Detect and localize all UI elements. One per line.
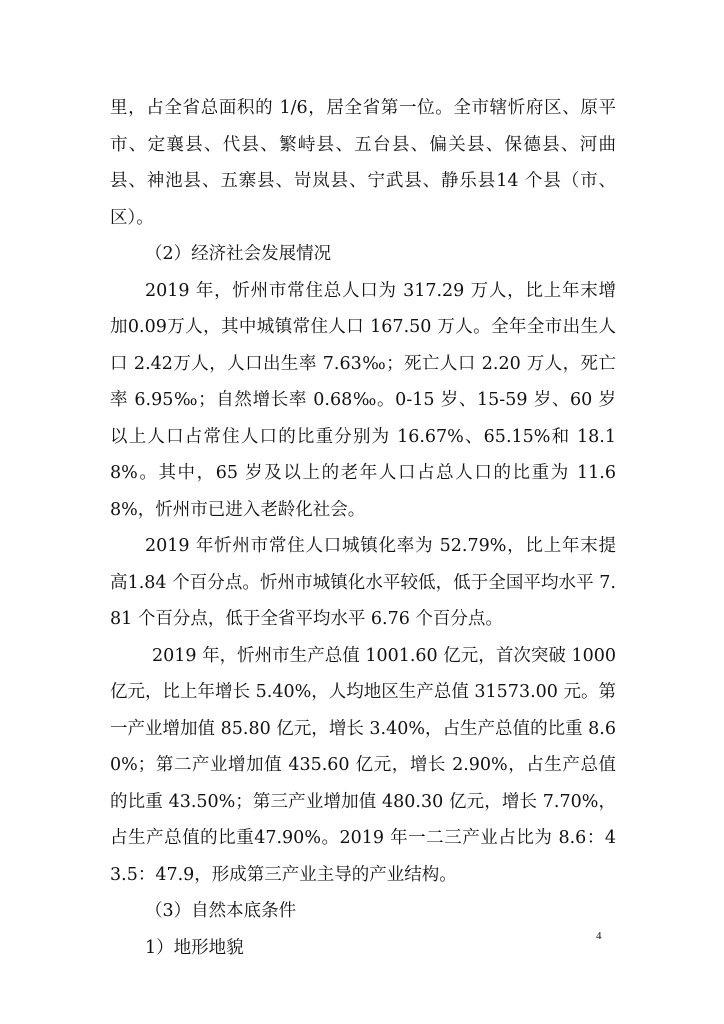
paragraph-population: 2019 年，忻州市常住总人口为 317.29 万人，比上年末增加0.09万人，其中城镇常住人口 167.50 万人。全年全市出生人口 2.42万人，人口出生率 7.63‰；死亡人口 2.20 万人，死亡率 6.95‰；自然增长率 0.68‰。0-15 岁、15-59 岁、60 岁以上人口占常住人口的比重分别为 16.67%、65.15%和 18.18%。其中，65 岁及以上的老年人口占总人口的比重为 11.68%，忻州市已进入老龄化社会。: [110, 280, 616, 520]
paragraph-urbanization: 2019 年忻州市常住人口城镇化率为 52.79%，比上年末提高1.84 个百分点。忻州市城镇化水平较低，低于全国平均水平 7.81 个百分点，低于全省平均水平 6.76 个百分点。: [110, 536, 616, 629]
section-heading-natural: （3）自然本底条件: [145, 901, 297, 921]
page-number: 4: [596, 930, 602, 942]
section-heading-economy: （2）经济社会发展情况: [145, 244, 332, 264]
paragraph-gdp: 2019 年，忻州市生产总值 1001.60 亿元，首次突破 1000 亿元，比上年增长 5.40%，人均地区生产总值 31573.00 元。第一产业增加值 85.80 亿元，增长 3.40%，占生产总值的比重 8.60%；第二产业增加值 435.60 亿元，增长 2.90%，占生产总值的比重 43.50%；第三产业增加值 480.30 亿元，增长 7.70%，占生产总值的比重47.90%。2019 年一二三产业占比为 8.6：43.5：47.9，形成第三产业主导的产业结构。: [110, 645, 616, 885]
paragraph-region-overview: 里，占全省总面积的 1/6，居全省第一位。全市辖忻府区、原平市、定襄县、代县、繁峙县、五台县、偏关县、保德县、河曲县、神池县、五寨县、岢岚县、宁武县、静乐县14 个县（市、区）。: [110, 98, 616, 228]
page-body: [110, 90, 616, 966]
subsection-heading-terrain: 1）地形地貌: [145, 937, 244, 958]
